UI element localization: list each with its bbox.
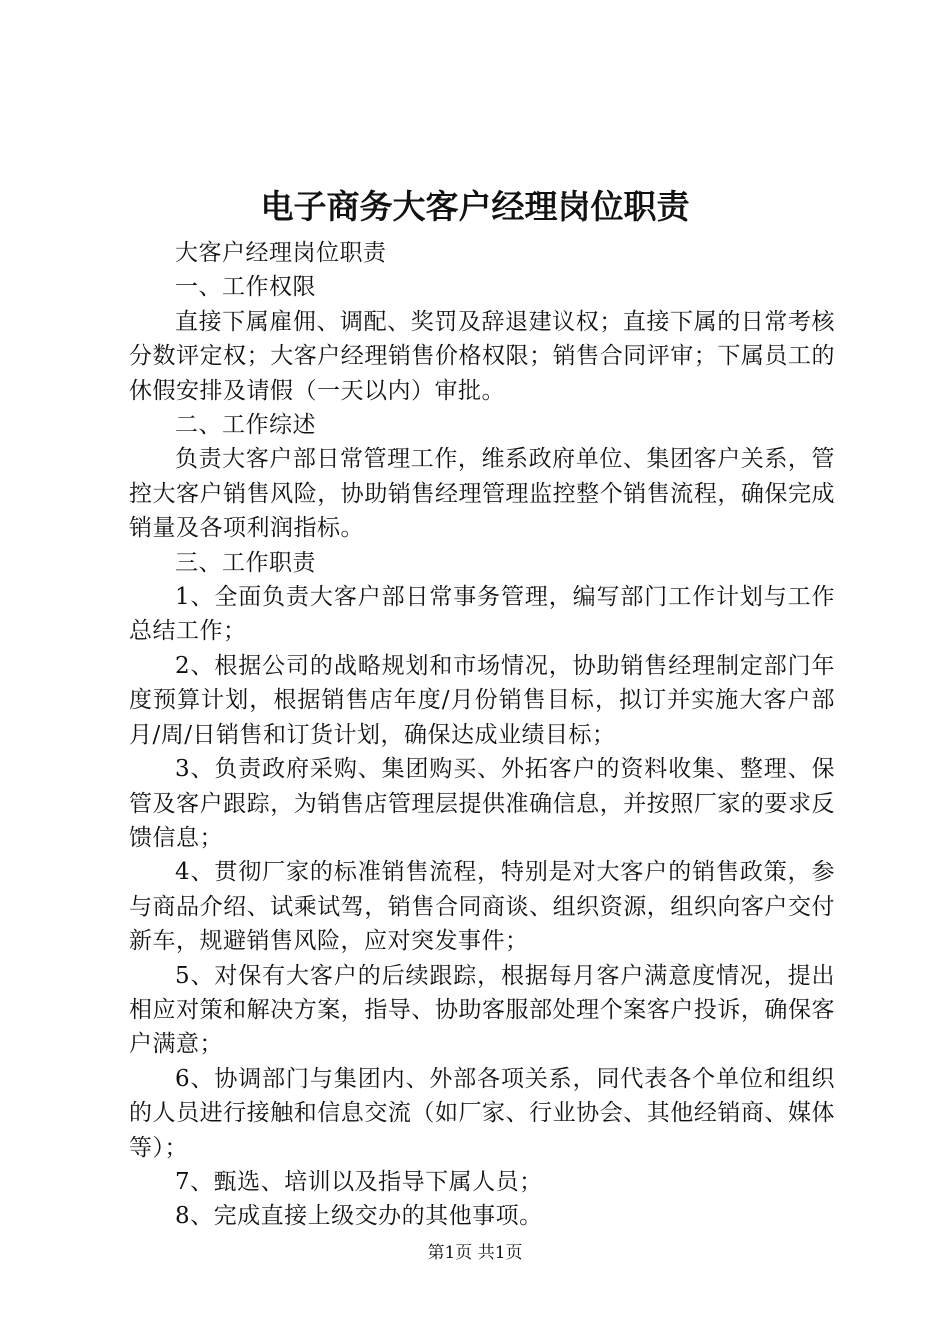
duty-item-8: 8、完成直接上级交办的其他事项。 — [175, 1203, 543, 1230]
paragraph-heading-main: 大客户经理岗位职责 — [175, 240, 387, 266]
section-heading-authority: 一、工作权限 — [175, 274, 316, 301]
section-heading-overview: 二、工作综述 — [175, 412, 316, 439]
duty-item-1: 1、全面负责大客户部日常事务管理，编写部门工作计划与工作总结工作； — [129, 584, 835, 645]
duty-item-6: 6、协调部门与集团内、外部各项关系，同代表各个单位和组织的人员进行接触和信息交流（如厂家、行业协会、其他经销商、媒体等）； — [129, 1065, 835, 1161]
page-number-footer: 第1页 共1页 — [427, 1243, 523, 1263]
document-body — [129, 236, 835, 1234]
duty-item-7: 7、甄选、培训以及指导下属人员； — [175, 1168, 543, 1195]
section-heading-duties: 三、工作职责 — [175, 549, 316, 576]
duty-item-4: 4、贯彻厂家的标准销售流程，特别是对大客户的销售政策，参与商品介绍、试乘试驾，销售合同商谈、组织资源，组织向客户交付新车，规避销售风险，应对突发事件； — [129, 859, 835, 955]
duty-item-2: 2、根据公司的战略规划和市场情况，协助销售经理制定部门年度预算计划，根据销售店年度/月份销售目标，拟订并实施大客户部月/周/日销售和订货计划，确保达成业绩目标； — [129, 652, 835, 748]
duty-item-5: 5、对保有大客户的后续跟踪，根据每月客户满意度情况，提出相应对策和解决方案，指导、协助客服部处理个案客户投诉，确保客户满意； — [129, 962, 835, 1058]
duty-item-3: 3、负责政府采购、集团购买、外拓客户的资料收集、整理、保管及客户跟踪，为销售店管理层提供准确信息，并按照厂家的要求反馈信息； — [129, 756, 835, 851]
paragraph-overview: 负责大客户部日常管理工作，维系政府单位、集团客户关系，管控大客户销售风险，协助销售经理管理监控整个销售流程，确保完成销量及各项利润指标。 — [129, 446, 835, 542]
paragraph-authority: 直接下属雇佣、调配、奖罚及辞退建议权；直接下属的日常考核分数评定权；大客户经理销售价格权限；销售合同评审；下属员工的休假安排及请假（一天以内）审批。 — [129, 308, 835, 404]
document-title: 电子商务大客户经理岗位职责 — [260, 187, 690, 226]
